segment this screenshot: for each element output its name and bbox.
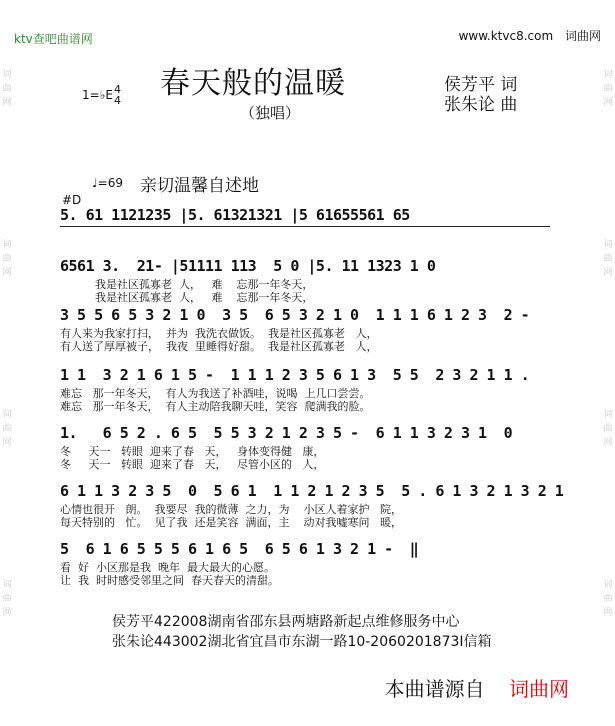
side-watermark-char: 曲 — [603, 594, 613, 604]
notation-line: 6561 3. 21- |51111 113 5 0 |5. 11 1323 1 0 — [60, 257, 436, 275]
notation-line: 1. 6 5 2 . 6 5 5 5 3 2 1 2 3 5 - 6 1 1 3 2 3 1 0 — [60, 424, 513, 442]
side-watermark-char: 词 — [2, 580, 12, 590]
site-watermark-left: ktv查吧曲谱网 — [14, 32, 93, 46]
score-line-5 — [60, 424, 550, 471]
tempo-marking: ♩=69 — [92, 176, 123, 190]
notation-line: 5. 61 1121235 |5. 61321321 |5 61655561 65 — [60, 206, 410, 224]
score-line-7 — [60, 540, 550, 587]
notation-line: 5 6 1 6 5 5 5 6 1 6 5 6 5 6 1 3 2 1 - ‖ — [60, 540, 419, 558]
notation-line: 6 1 1 3 2 3 5 0 5 6 1 1 1 2 1 2 3 5 5 . 6 1 3 2 1 3 2 1 — [60, 482, 564, 500]
notation-line: 3 5 5 6 5 3 2 1 0 3 5 6 5 3 2 1 0 1 1 1 6 1 2 3 2 - — [60, 306, 530, 324]
lyric-verse-1: 我是社区孤寡老 人， 难 忘那一年冬天， — [60, 278, 314, 291]
lyric-verse-1: 冬 天一 转眼 迎来了春 天， 身体变得健 康， — [60, 445, 325, 458]
time-signature — [114, 84, 121, 106]
side-watermark-char: 网 — [603, 438, 613, 448]
source-footer — [385, 673, 569, 702]
side-watermark-char: 词 — [603, 580, 613, 590]
side-watermark-char: 曲 — [2, 84, 12, 94]
side-watermark-char: 曲 — [603, 254, 613, 264]
site-url: www.ktvc8.com — [458, 29, 554, 43]
time-signature-top: 4 — [114, 83, 121, 96]
lyric-verse-2: 我是社区孤寡老 人， 难 忘那一年冬天， — [60, 291, 314, 304]
lyric-verse-2: 每天特别的 忙。 见了我 还是笑容 满面，主 动对我嘘寒问 暖， — [60, 516, 402, 529]
side-watermark-char: 曲 — [603, 424, 613, 434]
right-watermark-strip — [601, 0, 615, 726]
lyric-verse-2: 难忘 那一年冬天， 有人主动陪我聊天哇，笑容 爬满我的脸。 — [60, 400, 371, 413]
score-line-1 — [60, 206, 550, 227]
side-watermark-char: 网 — [603, 268, 613, 278]
lyric-verse-1: 看 好 小区那是我 晚年 最大最大的心愿。 — [60, 561, 275, 574]
lyric-verse-2: 让 我 时时感受邻里之间 春天春天的清甜。 — [60, 574, 279, 587]
score-line-6 — [60, 482, 564, 529]
song-title: 春天般的温暖 — [160, 66, 346, 101]
side-watermark-char: 词 — [603, 70, 613, 80]
source-brand: 词曲网 — [509, 677, 569, 701]
site-watermark-right — [459, 27, 601, 44]
side-watermark-char: 曲 — [603, 84, 613, 94]
expression-marking: 亲切温馨自述地 — [140, 176, 259, 196]
side-watermark-char: 网 — [2, 608, 12, 618]
contact-composer: 张朱论443002湖北省宜昌市东湖一路10-2060201873I信箱 — [112, 634, 492, 650]
key-signature: 1=♭E — [82, 88, 113, 102]
score-line-3 — [60, 306, 550, 353]
side-watermark-char: 网 — [603, 98, 613, 108]
mode-marking: #D — [62, 193, 82, 207]
contact-block — [112, 612, 492, 652]
score-line-4 — [60, 366, 550, 413]
composer: 张朱论 曲 — [444, 95, 518, 115]
side-watermark-char: 词 — [2, 240, 12, 250]
contact-lyricist: 侯芳平422008湖南省邵东县两塘路新起点维修服务中心 — [112, 614, 460, 630]
side-watermark-char: 词 — [603, 410, 613, 420]
left-watermark-strip — [0, 0, 14, 726]
score-line-2 — [60, 257, 550, 304]
notation-line: 1 1 3 2 1 6 1 5 - 1 1 1 2 3 5 6 1 3 5 5 2 3 2 1 1 . — [60, 366, 530, 384]
song-subtitle: （独唱） — [240, 104, 301, 122]
lyric-verse-2: 有人送了厚厚被子， 我夜 里睡得好甜。 我是社区孤寡老 人， — [60, 340, 378, 353]
side-watermark-char: 网 — [2, 98, 12, 108]
side-watermark-char: 网 — [2, 268, 12, 278]
time-signature-bottom: 4 — [114, 94, 121, 107]
credits — [444, 75, 517, 115]
notation-underline — [60, 226, 550, 227]
side-watermark-char: 词 — [603, 240, 613, 250]
site-brand: 词曲网 — [564, 29, 601, 43]
side-watermark-char: 曲 — [2, 254, 12, 264]
side-watermark-char: 词 — [2, 410, 12, 420]
lyric-verse-1: 心情也很开 朗。 我要尽 我的微薄 之力，为 小区人着家护 院， — [60, 503, 402, 516]
lyric-verse-1: 有人来为我家打扫， 并为 我洗衣做饭。 我是社区孤寡老 人， — [60, 327, 378, 340]
side-watermark-char: 网 — [603, 608, 613, 618]
side-watermark-char: 网 — [2, 438, 12, 448]
side-watermark-char: 词 — [2, 70, 12, 80]
source-label: 本曲谱源自 — [384, 677, 485, 701]
side-watermark-char: 曲 — [2, 424, 12, 434]
lyric-verse-2: 冬 天一 转眼 迎来了春 天， 尽管小区的 人， — [60, 458, 325, 471]
lyricist: 侯芳平 词 — [444, 75, 518, 95]
lyric-verse-1: 难忘 那一年冬天， 有人为我送了补酒哇，说喝 上几口尝尝。 — [60, 387, 371, 400]
side-watermark-char: 曲 — [2, 594, 12, 604]
